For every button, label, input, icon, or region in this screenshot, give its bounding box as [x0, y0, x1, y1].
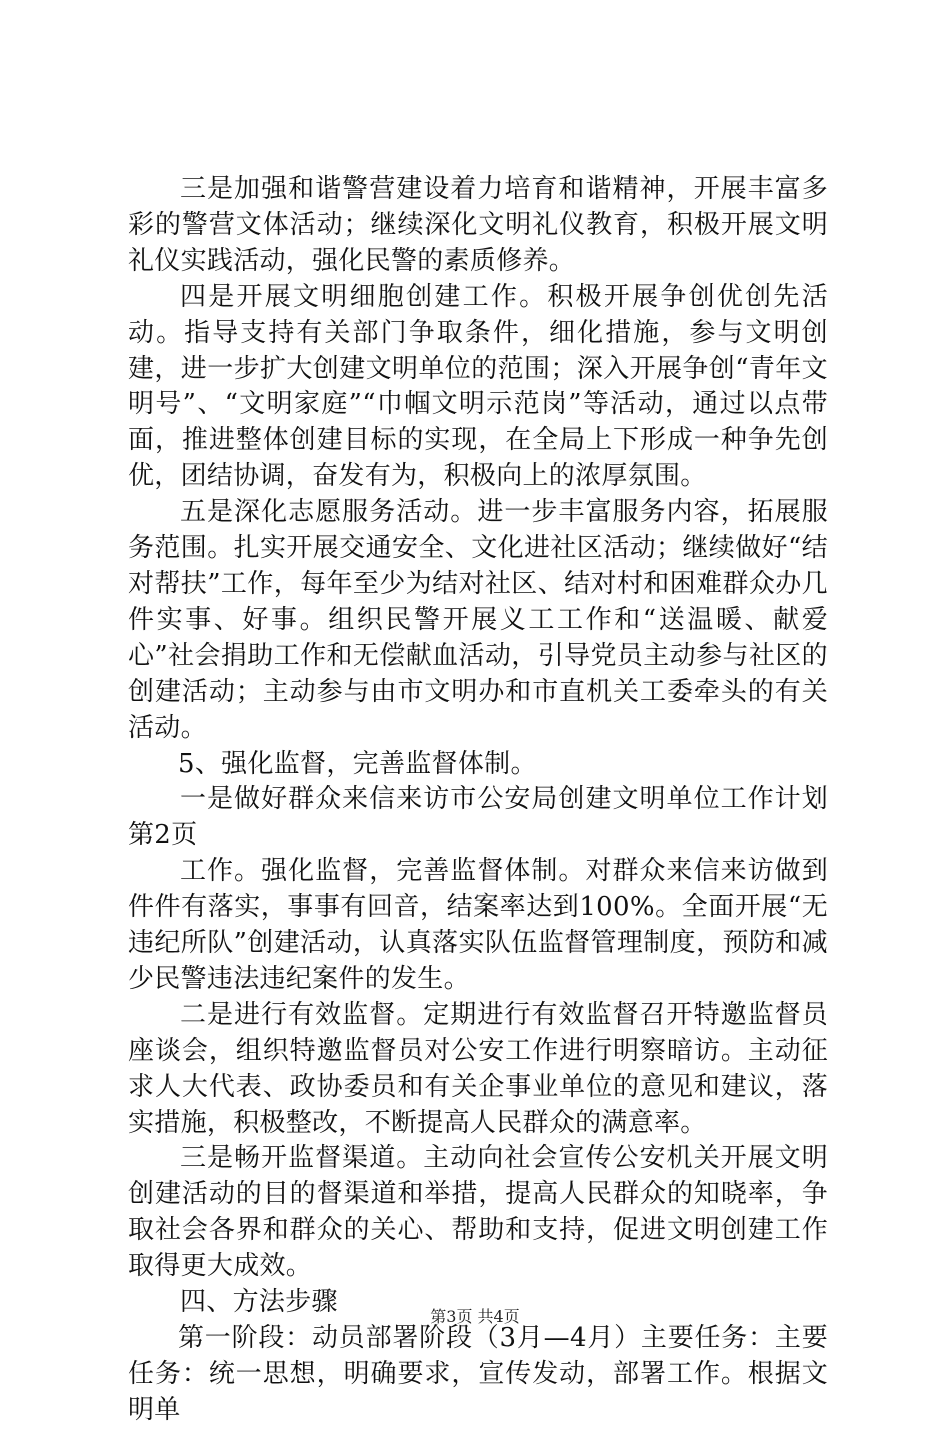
- paragraph-supervision-channels: 三是畅开监督渠道。主动向社会宣传公安机关开展文明创建活动的目的督渠道和举措，提高人民群众的知晓率，争取社会各界和群众的关心、帮助和支持，促进文明创建工作取得更大成效。: [128, 1143, 828, 1282]
- section-heading-supervision: 5、强化监督，完善监督体制。: [178, 748, 537, 779]
- page-number-footer: 第3页 共4页: [430, 1307, 520, 1326]
- paragraph-supervision-work: 工作。强化监督，完善监督体制。对群众来信来访做到件件有落实，事事有回音，结案率达到100%。全面开展“无违纪所队”创建活动，认真落实队伍监督管理制度，预防和减少民警违法违纪案件的发生。: [128, 856, 828, 994]
- paragraph-volunteer-service: 五是深化志愿服务活动。进一步丰富服务内容，拓展服务范围。扎实开展交通安全、文化进社区活动；继续做好“结对帮扶”工作，每年至少为结对社区、结对村和困难群众办几件实事、好事。组织民警开展义工工作和“送温暖、献爱心”社会捐助工作和无偿献血活动，引导党员主动参与社区的创建活动；主动参与由市文明办和市直机关工委牵头的有关活动。: [128, 497, 828, 743]
- document-body: [128, 172, 828, 1429]
- paragraph-civilized-cell-creation: 四是开展文明细胞创建工作。积极开展争创优创先活动。指导支持有关部门争取条件，细化措施，参与文明创建，进一步扩大创建文明单位的范围；深入开展争创“青年文明号”、“文明家庭”“巾帼文明示范岗”等活动，通过以点带面，推进整体创建目标的实现，在全局上下形成一种争先创优，团结协调，奋发有为，积极向上的浓厚氛围。: [128, 281, 828, 492]
- section-heading-methods-steps: 四、方法步骤: [180, 1287, 338, 1318]
- paragraph-harmonious-police-camp: 三是加强和谐警营建设着力培育和谐精神，开展丰富多彩的警营文体活动；继续深化文明礼仪教育，积极开展文明礼仪实践活动，强化民警的素质修养。: [128, 174, 828, 276]
- paragraph-first-stage: 第一阶段：动员部署阶段（3月—4月）主要任务：主要任务：统一思想，明确要求，宣传发动，部署工作。根据文明单: [128, 1323, 828, 1425]
- paragraph-effective-supervision: 二是进行有效监督。定期进行有效监督召开特邀监督员座谈会，组织特邀监督员对公安工作进行明察暗访。主动征求人大代表、政协委员和有关企事业单位的意见和建议，落实措施，积极整改，不断提高人民群众的满意率。: [128, 999, 828, 1138]
- paragraph-letters-and-visits: 一是做好群众来信来访市公安局创建文明单位工作计划第2页: [128, 784, 828, 851]
